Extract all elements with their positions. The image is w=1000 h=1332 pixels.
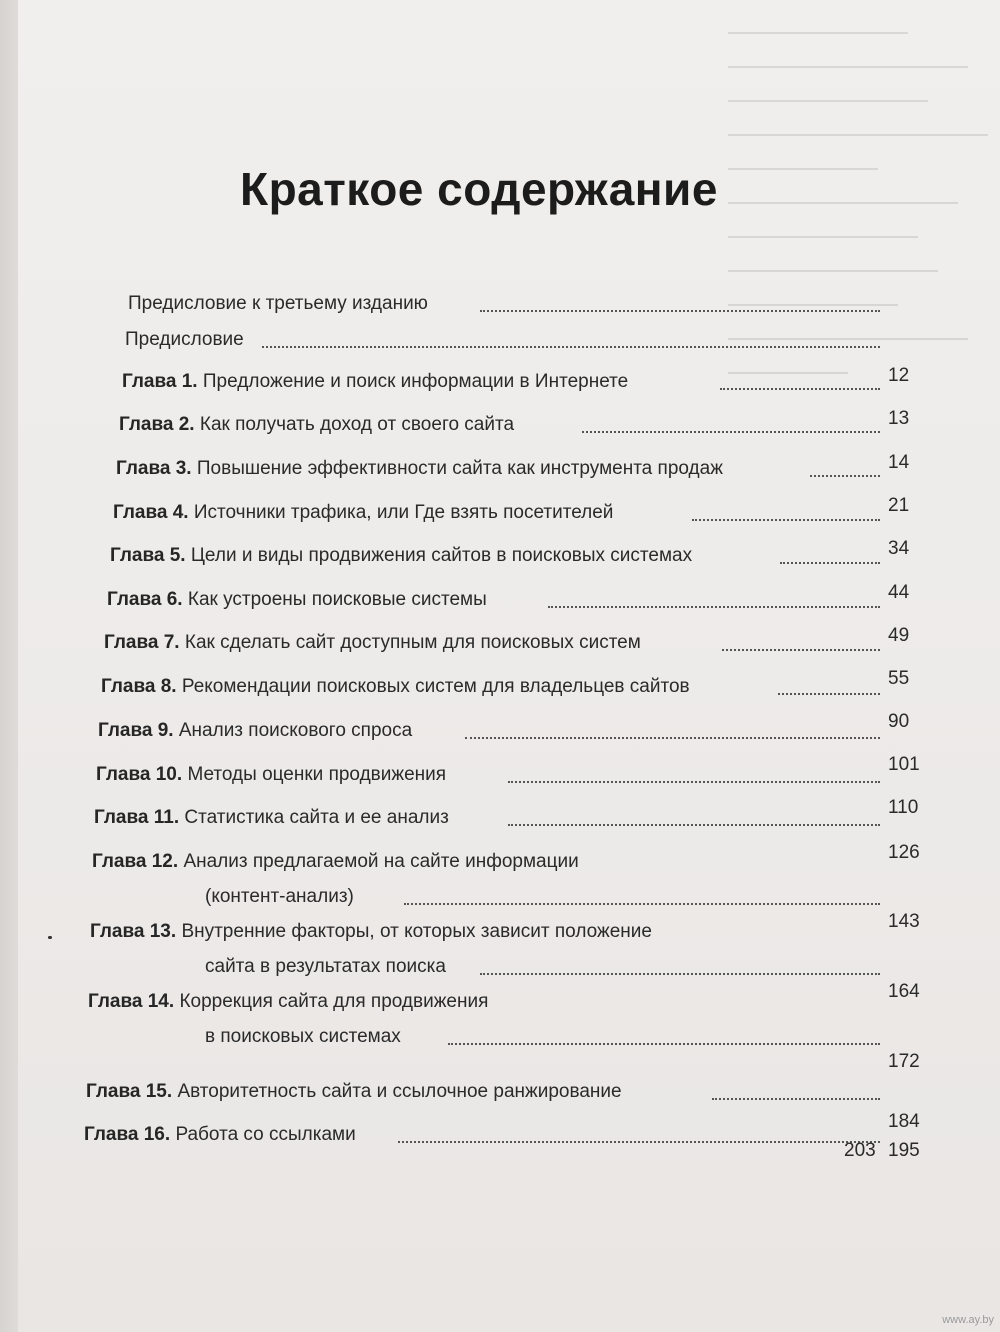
toc-entry [122,370,628,394]
chapter-title-continuation: (контент-анализ) [205,886,354,907]
chapter-label: Глава 11. [94,807,180,828]
chapter-title: Работа со ссылками [175,1124,356,1145]
leader-dots [582,431,880,433]
leader-dots [480,310,880,312]
leader-dots [692,519,880,521]
chapter-label: Глава 12. [92,851,179,872]
leader-dots [398,1141,880,1143]
chapter-title: Внутренние факторы, от которых зависит положение [181,921,652,942]
toc-entry [110,544,692,568]
leader-dots [262,346,880,348]
chapter-label: Глава 2. [119,414,195,435]
leader-dots [480,973,880,975]
table-of-contents [18,0,1000,1332]
chapter-title: Коррекция сайта для продвижения [179,991,489,1012]
chapter-title: Анализ предлагаемой на сайте информации [183,851,579,872]
leader-dots [722,649,880,651]
toc-entry [98,719,412,743]
page-number: 101 [888,754,920,775]
page-number: 126 [888,842,920,863]
leader-dots [404,903,880,905]
chapter-title: Предисловие к третьему изданию [128,293,428,314]
toc-entry [113,501,613,525]
leader-dots [465,737,880,739]
toc-entry [101,675,690,699]
page-number: 184 [888,1111,920,1132]
toc-entry [92,850,579,874]
page-number: 195 [888,1140,920,1161]
page-number: 21 [888,495,910,516]
chapter-title: Анализ поискового спроса [178,720,413,741]
page-number: 12 [888,365,910,386]
chapter-title: Авторитетность сайта и ссылочное ранжирование [177,1081,622,1102]
chapter-title: Повышение эффективности сайта как инструмента продаж [196,458,723,479]
leader-dots [720,388,880,390]
page-number: 44 [888,582,910,603]
chapter-label: Глава 3. [116,458,192,479]
chapter-label: Глава 1. [122,371,198,392]
paper-speck [48,936,52,939]
page-number: 90 [888,711,910,732]
toc-entry [96,763,446,787]
toc-entry-continuation [205,955,446,979]
chapter-title: Источники трафика, или Где взять посетителей [193,502,614,523]
chapter-title: Статистика сайта и ее анализ [184,807,449,828]
chapter-title: Предложение и поиск информации в Интернете [202,371,629,392]
page-number: 55 [888,668,910,689]
page-number: 172 [888,1051,920,1072]
toc-entry-continuation [205,885,354,909]
page-number: 14 [888,452,910,473]
toc-entry [116,457,723,481]
chapter-title: Предисловие [125,329,244,350]
chapter-label: Глава 4. [113,502,189,523]
toc-entry [86,1080,622,1104]
leader-dots [508,781,880,783]
toc-entry-continuation [205,1025,401,1049]
chapter-label: Глава 7. [104,632,180,653]
book-page [18,0,1000,1332]
toc-entry [125,328,244,352]
page-title: Краткое содержание [240,163,718,215]
leader-dots [778,693,880,695]
page-number: 203 [844,1140,876,1161]
chapter-label: Глава 9. [98,720,174,741]
chapter-label: Глава 6. [107,589,183,610]
page-number: 13 [888,408,910,429]
toc-entry [94,806,449,830]
page-number: 143 [888,911,920,932]
chapter-label: Глава 15. [86,1081,173,1102]
chapter-label: Глава 14. [88,991,175,1012]
chapter-label: Глава 13. [90,921,177,942]
toc-entry [104,631,641,655]
page-number: 164 [888,981,920,1002]
toc-entry [88,990,488,1014]
chapter-title: Методы оценки продвижения [187,764,447,785]
toc-entry [119,413,514,437]
leader-dots [548,606,880,608]
chapter-title-continuation: в поисковых системах [205,1026,401,1047]
chapter-title: Рекомендации поисковых систем для владельцев сайтов [181,676,690,697]
toc-entry [107,588,487,612]
leader-dots [448,1043,880,1045]
chapter-title-continuation: сайта в результатах поиска [205,956,446,977]
chapter-label: Глава 5. [110,545,186,566]
chapter-label: Глава 8. [101,676,177,697]
chapter-label: Глава 10. [96,764,183,785]
toc-entry [90,920,652,944]
leader-dots [508,824,880,826]
leader-dots [810,475,880,477]
chapter-title: Как сделать сайт доступным для поисковых систем [184,632,641,653]
leader-dots [712,1098,880,1100]
leader-dots [780,562,880,564]
watermark: www.ay.by [942,1314,994,1326]
page-number: 49 [888,625,910,646]
chapter-title: Как устроены поисковые системы [187,589,487,610]
page-number: 110 [888,797,919,818]
chapter-title: Цели и виды продвижения сайтов в поисковых системах [190,545,693,566]
chapter-title: Как получать доход от своего сайта [199,414,515,435]
page-number: 34 [888,538,910,559]
toc-entry [128,292,428,316]
toc-entry [84,1123,356,1147]
chapter-label: Глава 16. [84,1124,171,1145]
